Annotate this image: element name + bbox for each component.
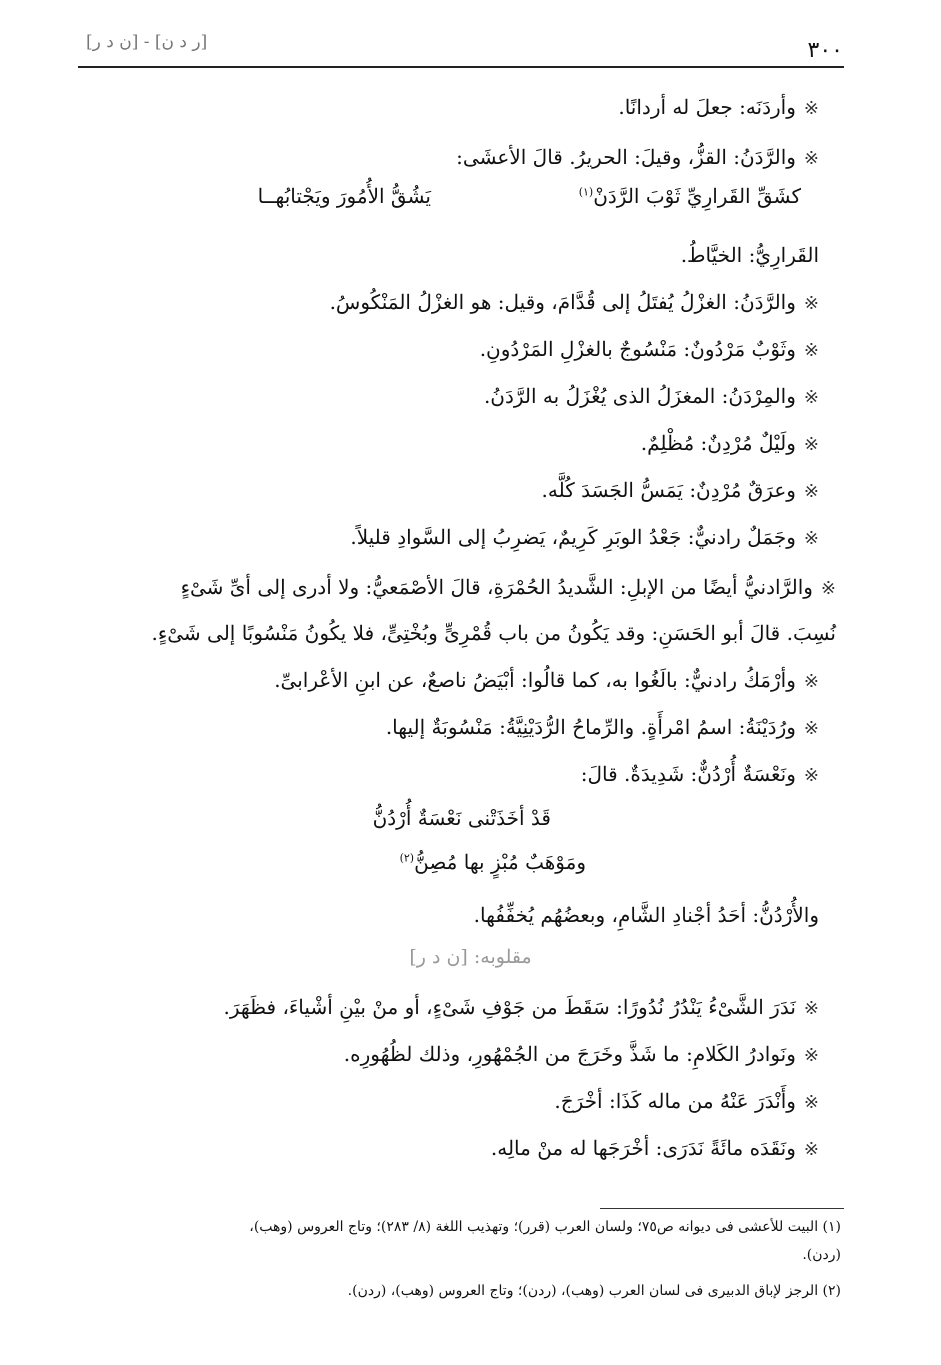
verse-hemistich-left: يَشُقُّ الأُمُورَ ويَجْتابُهــا	[257, 184, 431, 208]
rajaz-line-1: قَدْ أخَذَتْنى نَعْسَةٌ أُرْدُنُّ	[372, 806, 551, 830]
entry-line: ※نَدَرَ الشَّىْءُ يَنْدُرُ نُدُورًا: سَقَطَ من جَوْفِ شَىْءٍ، أو منْ بيْنِ أشْياءَ، فظَهَرَ.	[223, 995, 819, 1019]
entry-line: ※ونَقَدَه مائَةً نَدَرَى: أخْرَجَها له منْ مالِه.	[490, 1136, 819, 1160]
entry-marker-icon: ※	[803, 293, 819, 314]
entry-marker-icon: ※	[803, 434, 819, 455]
entry-line: ※وأردَنَه: جعلَ له أردانًا.	[618, 95, 819, 119]
entry-marker-icon: ※	[803, 998, 819, 1019]
entry-line: ※والرَّدَنُ: الغزْلُ يُفتَلُ إلى قُدَّامَ، وقيل: هو الغزْلُ المَنْكُوسُ.	[329, 290, 819, 314]
footnote-1: (١) البيت للأعشى فى ديوانه ص٧٥؛ ولسان العرب (قرر)؛ وتهذيب اللغة (٨/ ٢٨٣)؛ وتاج العروس (وهب)،	[249, 1219, 841, 1235]
entry-line: والأُرْدُنُّ: أحَدُ أجْنادِ الشَّامِ، وبعضُهُم يُخفِّفُها.	[473, 903, 819, 927]
entry-marker-icon: ※	[803, 1092, 819, 1113]
entry-line: القَرارِيُّ: الخيَّاطُ.	[680, 243, 819, 267]
entry-line: ※وأَنْدَرَ عَنْهُ من ماله كَذَا: أخْرَجَ.	[554, 1089, 819, 1113]
entry-line: ※والرَّادنيُّ أيضًا من الإبلِ: الشَّديدُ الحُمْرَةِ، قالَ الأصْمَعيُّ: ولا أدرى إلى أىِّ شَىْءٍ	[180, 575, 836, 599]
footnote-1-continued: (ردن).	[802, 1247, 841, 1263]
verse-hemistich-right: كشَقِّ القَرارِيِّ ثَوْبَ الرَّدَنْ$^{(١)}$	[578, 184, 801, 208]
footnote-rule	[600, 1208, 844, 1209]
header-rule	[78, 66, 844, 68]
entry-line: ※والمِرْدَنُ: المغزَلُ الذى يُغْزَلُ به الرَّدَنُ.	[483, 384, 819, 408]
entry-line: ※وجَمَلٌ رادنيٌّ: جَعْدُ الوبَرِ كَرِيمٌ، يَضرِبُ إلى السَّوادِ قليلاً.	[350, 525, 819, 549]
entry-marker-icon: ※	[803, 148, 819, 169]
entry-marker-icon: ※	[803, 528, 819, 549]
entry-marker-icon: ※	[803, 1139, 819, 1160]
entry-line: ※وثَوْبٌ مَرْدُونٌ: مَنْسُوجٌ بالغزْلِ المَرْدُونِ.	[479, 337, 819, 361]
entry-marker-icon: ※	[803, 765, 819, 786]
entry-line: ※ونَعْسَةٌ أُرْدُنٌّ: شَدِيدَةٌ. قالَ:	[580, 762, 819, 786]
footnote-ref: (٢)	[399, 851, 415, 865]
rajaz-line-2: ومَوْهَبٌ مُبْزٍ بها مُصِنُّ$^{(٢)}$	[399, 850, 586, 874]
section-heading: مقلوبه: [ن د ر]	[409, 946, 532, 968]
entry-line: ※والرَّدَنُ: القزُّ، وقيلَ: الحريرُ. قالَ الأعشَى:	[456, 145, 819, 169]
running-head: [ر د ن] - [ن د ر]	[86, 32, 208, 52]
entry-line: ※ونَوادرُ الكَلامِ: ما شَذَّ وخَرَجَ من الجُمْهُورِ، وذلك لظُهُورِه.	[343, 1042, 819, 1066]
entry-line: ※وأرْمَكُ رادنيٌّ: بالَغُوا به، كما قالُوا: أبْيَضُ ناصعٌ، عن ابنِ الأعْرابىِّ.	[274, 668, 819, 692]
footnote-ref: (١)	[578, 185, 594, 199]
entry-marker-icon: ※	[803, 718, 819, 739]
entry-marker-icon: ※	[820, 578, 836, 599]
entry-line-continued: نُسِبَ. قالَ أبو الحَسَنِ: وقد يَكُونُ من باب قُمْرِىٍّ وبُخْتِىٍّ، فلا يكُونُ مَنْسُوبًا إلى شَىْءٍ.	[151, 621, 836, 645]
entry-marker-icon: ※	[803, 481, 819, 502]
footnote-2: (٢) الرجز لإباق الدبيرى فى لسان العرب (وهب)، (ردن)؛ وتاج العروس (وهب)، (ردن).	[347, 1283, 841, 1299]
entry-marker-icon: ※	[803, 340, 819, 361]
entry-marker-icon: ※	[803, 1045, 819, 1066]
entry-line: ※وعرَقٌ مُرْدِنٌ: يَمَسُّ الجَسَدَ كُلَّه.	[541, 478, 819, 502]
page-number: ٣٠٠	[807, 38, 843, 63]
entry-line: ※ولَيْلٌ مُرْدِنٌ: مُظْلِمٌ.	[640, 431, 819, 455]
entry-marker-icon: ※	[803, 387, 819, 408]
entry-marker-icon: ※	[803, 98, 819, 119]
entry-marker-icon: ※	[803, 671, 819, 692]
entry-line: ※ورُدَيْنَةُ: اسمُ امْرأَةٍ. والرِّماحُ الرُّدَيْنِيَّةُ: مَنْسُوبَةٌ إليها.	[385, 715, 819, 739]
